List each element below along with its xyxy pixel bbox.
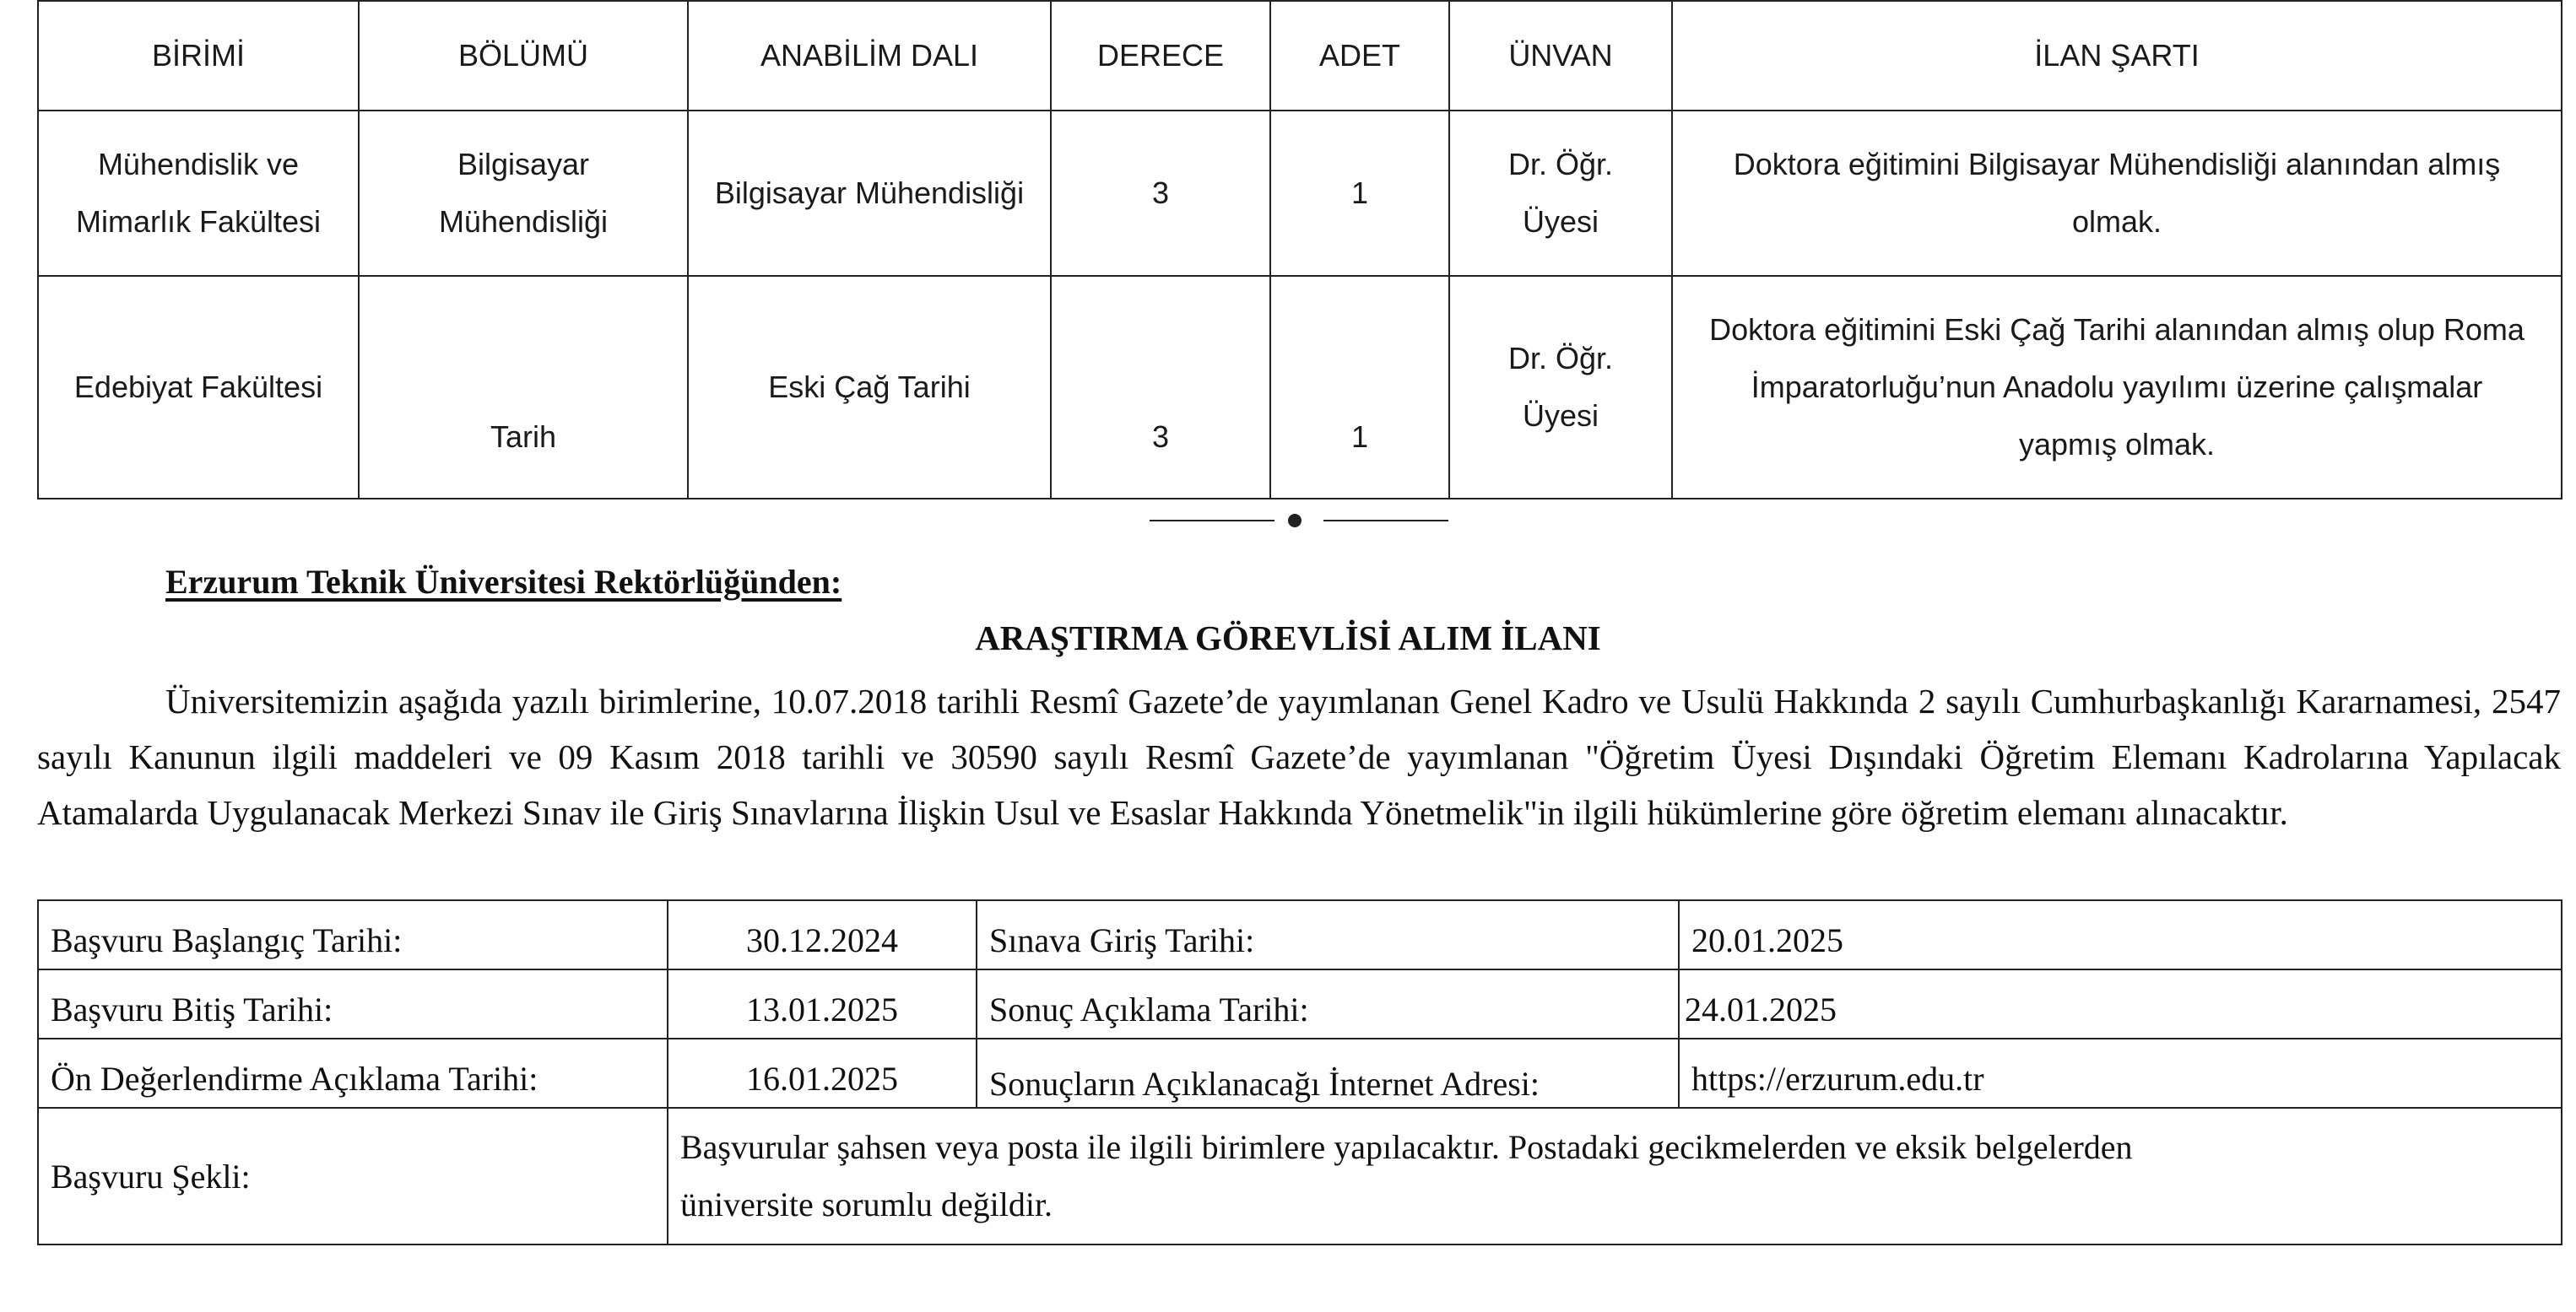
application-end-value: 13.01.2025 (668, 969, 977, 1039)
cell-department: Tarih (359, 276, 688, 499)
application-method-value: Başvurular şahsen veya posta ile ilgili birimlere yapılacaktır. Postadaki gecikmelerden ve eksik belgelerden üniversite sorumlu değildir. (668, 1108, 2562, 1245)
cell-department: Bilgisayar Mühendisliği (359, 111, 688, 276)
separator-dot (1288, 514, 1302, 527)
cell-title: Dr. Öğr. Üyesi (1449, 111, 1672, 276)
cell-unit: Edebiyat Fakültesi (38, 276, 359, 499)
results-url-value[interactable]: https://erzurum.edu.tr (1679, 1039, 2562, 1108)
separator-line-left (1150, 520, 1274, 521)
table-row (38, 111, 2562, 276)
cell-degree: 3 (1051, 276, 1270, 499)
application-dates-table (37, 899, 2562, 1245)
cell-degree: 3 (1051, 111, 1270, 276)
header-unit: BİRİMİ (38, 1, 359, 111)
section-separator (0, 511, 2576, 528)
cell-unit: Mühendislik ve Mimarlık Fakültesi (38, 111, 359, 276)
result-label: Sonuç Açıklama Tarihi: (977, 969, 1679, 1039)
pre-evaluation-label: Ön Değerlendirme Açıklama Tarihi: (38, 1039, 668, 1108)
table-row (38, 1108, 2562, 1245)
exam-entry-label: Sınava Giriş Tarihi: (977, 900, 1679, 969)
header-count: ADET (1270, 1, 1449, 111)
table-row (38, 276, 2562, 499)
table-header-row (38, 1, 2562, 111)
cell-count: 1 (1270, 111, 1449, 276)
table-row (38, 900, 2562, 969)
application-start-value: 30.12.2024 (668, 900, 977, 969)
header-requirement: İLAN ŞARTI (1672, 1, 2562, 111)
separator-line-right (1323, 520, 1448, 521)
cell-division: Bilgisayar Mühendisliği (688, 111, 1051, 276)
cell-count: 1 (1270, 276, 1449, 499)
header-title: ÜNVAN (1449, 1, 1672, 111)
faculty-positions-table (37, 0, 2562, 499)
announcement-title: ARAŞTIRMA GÖREVLİSİ ALIM İLANI (975, 618, 1601, 657)
header-department: BÖLÜMÜ (359, 1, 688, 111)
header-degree: DERECE (1051, 1, 1270, 111)
application-method-label: Başvuru Şekli: (38, 1108, 668, 1245)
application-end-label: Başvuru Bitiş Tarihi: (38, 969, 668, 1039)
table-row (38, 969, 2562, 1039)
exam-entry-value: 20.01.2025 (1679, 900, 2562, 969)
result-value: 24.01.2025 (1679, 969, 2562, 1039)
cell-requirement: Doktora eğitimini Bilgisayar Mühendisliği alanından almış olmak. (1672, 111, 2562, 276)
table-row (38, 1039, 2562, 1108)
header-division: ANABİLİM DALI (688, 1, 1051, 111)
results-url-label: Sonuçların Açıklanacağı İnternet Adresi: (977, 1039, 1679, 1108)
cell-title: Dr. Öğr. Üyesi (1449, 276, 1672, 499)
intro-paragraph: Üniversitemizin aşağıda yazılı birimlerine, 10.07.2018 tarihli Resmî Gazete’de yayımlanan Genel Kadro ve Usulü Hakkında 2 sayılı Cumhurbaşkanlığı Kararnamesi, 2547 sayılı Kanunun ilgili maddeleri ve 09 Kasım 2018 tarihli ve 30590 sayılı Resmî Gazete’de yayımlanan "Öğretim Üyesi Dışındaki Öğretim Elemanı Kadrolarına Yapılacak Atamalarda Uygulanacak Merkezi Sınav ile Giriş Sınavlarına İlişkin Usul ve Esaslar Hakkında Yönetmelik"in ilgili hükümlerine göre öğretim elemanı alınacaktır. (37, 682, 2561, 832)
cell-requirement: Doktora eğitimini Eski Çağ Tarihi alanından almış olup Roma İmparatorluğu’nun Anadolu yayılımı üzerine çalışmalar yapmış olmak. (1672, 276, 2562, 499)
application-start-label: Başvuru Başlangıç Tarihi: (38, 900, 668, 969)
pre-evaluation-value: 16.01.2025 (668, 1039, 977, 1108)
institution-heading: Erzurum Teknik Üniversitesi Rektörlüğünden: (165, 563, 842, 601)
cell-division: Eski Çağ Tarihi (688, 276, 1051, 499)
